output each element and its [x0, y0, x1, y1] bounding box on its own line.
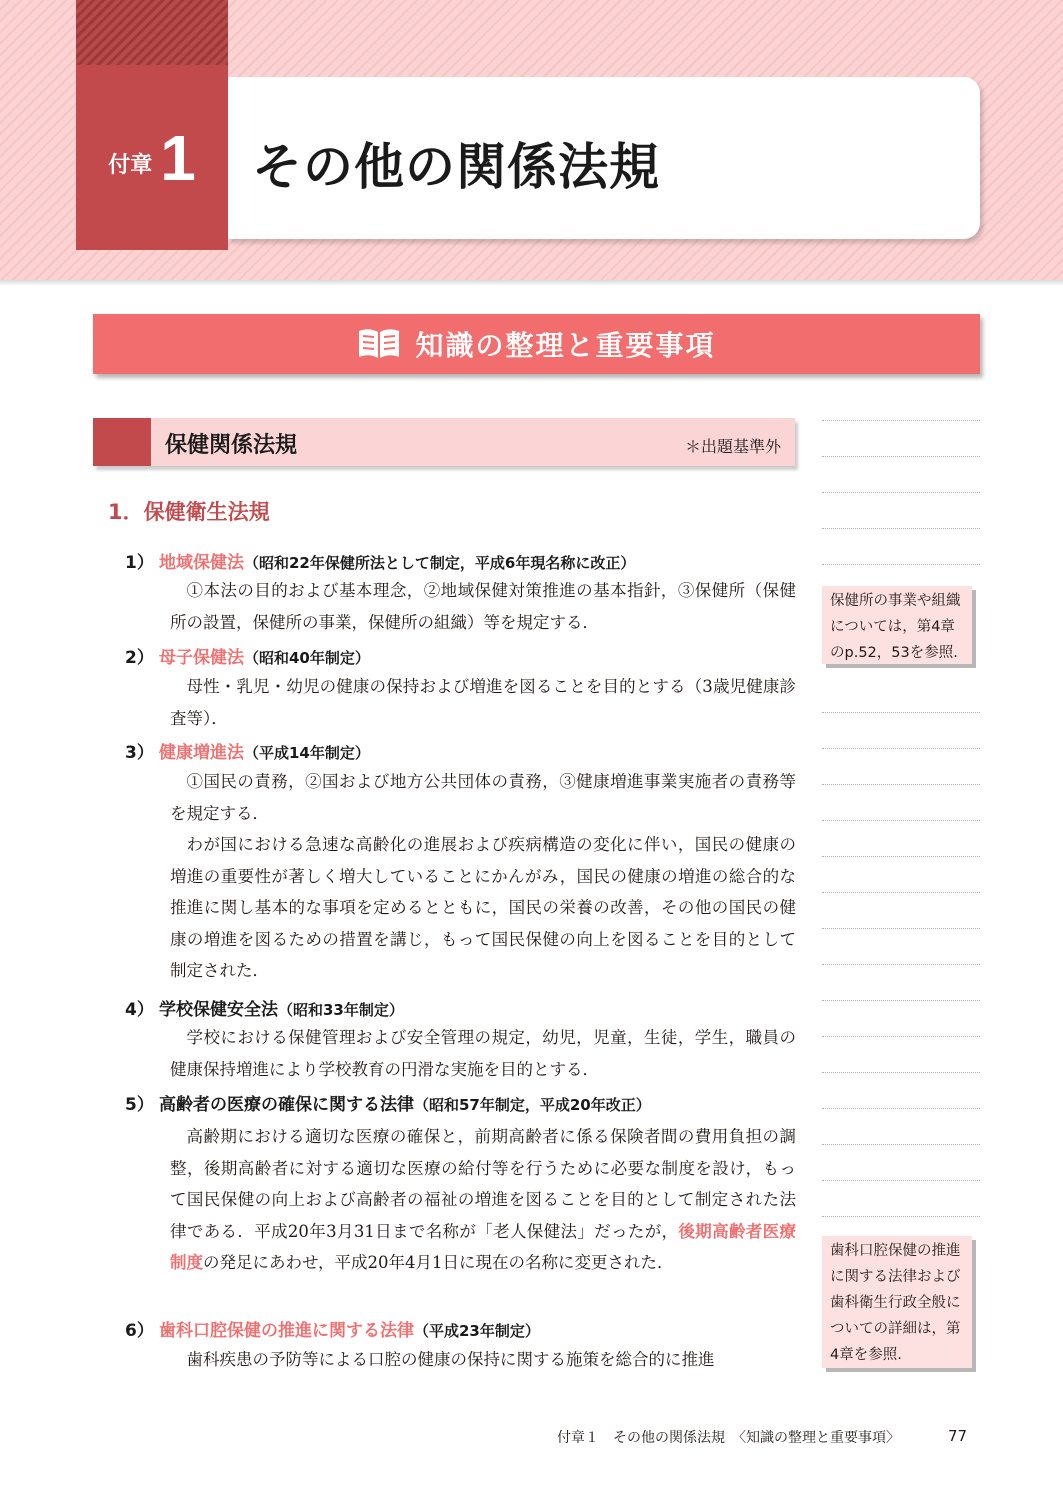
memo-line	[822, 1216, 980, 1217]
side-note-oral-health: 歯科口腔保健の推進に関する法律および歯科衛生行政全般についての詳細は，第4章を参照.	[822, 1236, 972, 1368]
law-name: 学校保健安全法	[159, 1000, 278, 1020]
memo-line	[822, 564, 980, 565]
header-shadow	[0, 280, 1063, 286]
memo-line	[822, 712, 980, 713]
law-enactment: （平成23年制定）	[414, 1322, 540, 1340]
chapter-tab	[76, 65, 228, 250]
law-item-4-text: 学校における保健管理および安全管理の規定，幼児，児童，生徒，学生，職員の健康保持増進により学校教育の円滑な実施を目的とする．	[170, 1028, 796, 1079]
law-enactment: （平成14年制定）	[244, 744, 370, 762]
law-enactment: （昭和57年制定，平成20年改正）	[414, 1096, 651, 1114]
chapter-number: 1	[160, 121, 196, 194]
item-number: 5）	[125, 1095, 154, 1115]
law-name: 母子保健法	[159, 648, 244, 668]
law-item-5-text-part-2: の発足にあわせ，平成20年4月1日に現在の名称に変更された．	[203, 1253, 674, 1272]
subsection-note: ＊出題基準外	[684, 437, 781, 456]
memo-line	[822, 964, 980, 965]
item-number: 6）	[125, 1321, 154, 1341]
subsection-marker	[93, 418, 151, 466]
memo-line	[822, 748, 980, 749]
memo-line	[822, 820, 980, 821]
law-item-3-text-1: ①国民の責務，②国および地方公共団体の責務，③健康増進事業実施者の責務等を規定する．	[170, 772, 796, 823]
law-item-2-text: 母性・乳児・幼児の健康の保持および増進を図ることを目的とする（3歳児健康診査等）．	[170, 677, 796, 728]
subsection-heading	[93, 418, 795, 466]
elderly-medical-system-term: 後期高齢者医療制度	[170, 1221, 796, 1272]
side-note-health-center: 保健所の事業や組織については，第4章のp.52，53を参照.	[822, 586, 972, 664]
law-item-5-title	[125, 1090, 651, 1115]
law-item-5-text-part-1: 高齢期における適切な医療の確保と，前期高齢者に係る保険者間の費用負担の調整，後期高齢者に対する適切な医療の給付等を行うために必要な制度を設け，もって国民保健の向上および高齢者の福祉の増進を図ることを目的として制定された法律である．平成20年3月31日まで名称が「老人保健法」だったが，	[170, 1127, 797, 1241]
law-enactment: （昭和33年制定）	[278, 1001, 404, 1019]
item-number: 1）	[125, 553, 154, 573]
law-item-5-text	[170, 1121, 796, 1279]
chapter-title: その他の関係法規	[252, 138, 660, 196]
law-item-1-title	[125, 548, 635, 573]
memo-line	[822, 1108, 980, 1109]
law-name: 地域保健法	[159, 553, 244, 573]
memo-line	[822, 856, 980, 857]
law-name: 高齢者の医療の確保に関する法律	[159, 1095, 414, 1115]
memo-line	[822, 928, 980, 929]
chapter-label: 付章	[108, 153, 153, 178]
memo-line	[822, 456, 980, 457]
subsection-title: 保健関係法規	[165, 433, 298, 458]
section-banner	[93, 314, 980, 374]
memo-line	[822, 784, 980, 785]
law-item-3-title	[125, 738, 370, 763]
memo-line	[822, 892, 980, 893]
item-number: 4）	[125, 1000, 154, 1020]
law-item-4-title	[125, 995, 404, 1020]
law-name: 歯科口腔保健の推進に関する法律	[159, 1321, 414, 1341]
memo-line	[822, 1072, 980, 1073]
law-item-3-text-2: わが国における急速な高齢化の進展および疾病構造の変化に伴い，国民の健康の増進の重要性が著しく増大していることにかんがみ，国民の健康の増進の総合的な推進に関し基本的な事項を定めるとともに，国民の栄養の改善，その他の国民の健康の増進を図るための措置を講じ，もって国民保健の向上を図ることを目的として制定された．	[170, 835, 796, 980]
memo-line	[822, 1036, 980, 1037]
page-number: 77	[948, 1427, 968, 1445]
memo-line	[822, 1180, 980, 1181]
law-item-6-title	[125, 1316, 540, 1341]
law-item-2-title	[125, 643, 370, 668]
law-item-1-text: ①本法の目的および基本理念，②地域保健対策推進の基本指針，③保健所（保健所の設置，保健所の事業，保健所の組織）等を規定する．	[170, 581, 796, 632]
item-number: 3）	[125, 743, 154, 763]
memo-line	[822, 492, 980, 493]
section-title: 知識の整理と重要事項	[415, 329, 716, 362]
running-footer: 付章１ その他の関係法規 〈知識の整理と重要事項〉	[557, 1430, 900, 1446]
memo-line	[822, 1144, 980, 1145]
law-enactment: （昭和22年保健所法として制定，平成6年現名称に改正）	[244, 554, 636, 572]
law-item-6-text: 歯科疾患の予防等による口腔の健康の保持に関する施策を総合的に推進	[186, 1350, 715, 1369]
chapter-tab-stripes	[76, 0, 228, 65]
chapter-title-box	[228, 77, 980, 239]
item-number: 2）	[125, 648, 154, 668]
memo-line	[822, 1000, 980, 1001]
open-book-icon	[357, 327, 401, 361]
heading-public-health-laws: 1．保健衛生法規	[108, 500, 270, 524]
memo-line	[822, 420, 980, 421]
law-name: 健康増進法	[159, 743, 244, 763]
law-enactment: （昭和40年制定）	[244, 649, 370, 667]
memo-line	[822, 528, 980, 529]
